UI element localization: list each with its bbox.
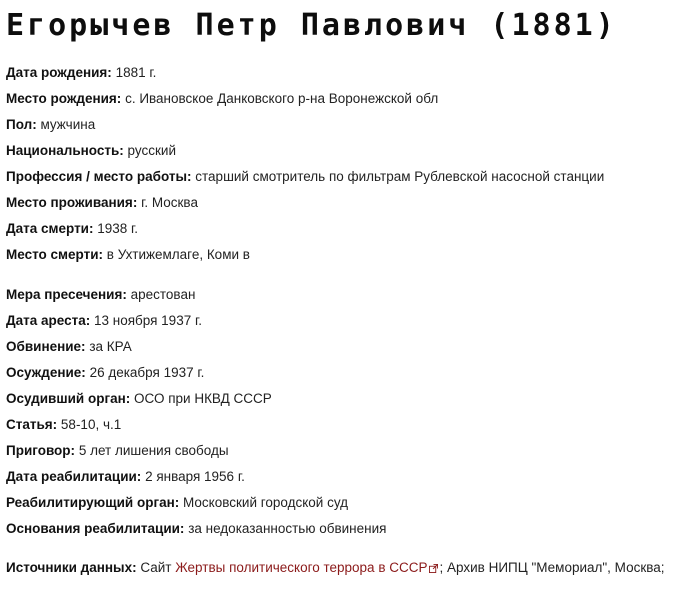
field-row-charge <box>6 334 691 360</box>
field-row-convicting-body <box>6 386 691 412</box>
sources-suffix: ; Архив НИПЦ "Мемориал", Москва; <box>439 560 665 575</box>
data-sources <box>6 555 665 581</box>
field-row-article <box>6 412 691 438</box>
field-label: Дата рождения: <box>6 65 112 80</box>
field-value: 2 января 1956 г. <box>145 469 245 484</box>
page-title: Егорычев Петр Павлович (1881) <box>6 8 617 43</box>
field-value: в Ухтижемлаге, Коми в <box>106 247 250 262</box>
field-value: 58-10, ч.1 <box>60 417 122 432</box>
field-value: с. Ивановское Данковского р-на Воронежской обл <box>125 91 439 106</box>
field-label: Место рождения: <box>6 91 122 106</box>
field-row-death-place <box>6 242 691 268</box>
field-label: Место проживания: <box>6 195 138 210</box>
field-row-restraint <box>6 282 691 308</box>
field-label: Мера пресечения: <box>6 287 127 302</box>
field-row-sentence <box>6 438 691 464</box>
field-label: Приговор: <box>6 443 76 458</box>
field-value: арестован <box>130 287 196 302</box>
field-row-nationality <box>6 138 691 164</box>
field-label: Пол: <box>6 117 37 132</box>
section-divider <box>6 268 691 282</box>
sources-label: Источники данных: <box>6 560 137 575</box>
field-label: Основания реабилитации: <box>6 521 185 536</box>
field-label: Национальность: <box>6 143 124 158</box>
field-value: мужчина <box>40 117 96 132</box>
field-label: Дата реабилитации: <box>6 469 142 484</box>
field-row-death-date <box>6 216 691 242</box>
field-label: Реабилитирующий орган: <box>6 495 180 510</box>
field-value: русский <box>127 143 176 158</box>
sources-prefix: Сайт <box>140 560 172 575</box>
field-label: Место смерти: <box>6 247 103 262</box>
field-value: 26 декабря 1937 г. <box>89 365 205 380</box>
field-value: Московский городской суд <box>183 495 348 510</box>
field-label: Обвинение: <box>6 339 86 354</box>
field-label: Осуждение: <box>6 365 86 380</box>
field-row-rehabilitating-body <box>6 490 691 516</box>
field-value: за недоказанностью обвинения <box>188 521 387 536</box>
field-row-arrest-date <box>6 308 691 334</box>
field-row-birth-place <box>6 86 691 112</box>
field-value: г. Москва <box>141 195 198 210</box>
field-value: 13 ноября 1937 г. <box>93 313 202 328</box>
field-row-conviction <box>6 360 691 386</box>
field-value: 1881 г. <box>115 65 157 80</box>
person-details <box>6 60 691 542</box>
field-value: 1938 г. <box>97 221 139 236</box>
field-label: Статья: <box>6 417 58 432</box>
field-row-rehabilitation-grounds <box>6 516 691 542</box>
field-row-occupation <box>6 164 691 190</box>
field-label: Дата ареста: <box>6 313 91 328</box>
victims-site-link[interactable] <box>175 560 427 575</box>
victims-site-link-text[interactable]: Жертвы политического террора в СССР <box>175 560 428 575</box>
field-value: 5 лет лишения свободы <box>78 443 229 458</box>
field-row-birth-date <box>6 60 691 86</box>
field-row-rehabilitation-date <box>6 464 691 490</box>
external-link-icon[interactable] <box>429 564 438 573</box>
field-label: Осудивший орган: <box>6 391 131 406</box>
field-value: за КРА <box>89 339 132 354</box>
field-label: Профессия / место работы: <box>6 169 192 184</box>
field-value: ОСО при НКВД СССР <box>134 391 272 406</box>
field-label: Дата смерти: <box>6 221 94 236</box>
field-row-gender <box>6 112 691 138</box>
field-row-residence <box>6 190 691 216</box>
field-value: старший смотритель по фильтрам Рублевской насосной станции <box>195 169 605 184</box>
